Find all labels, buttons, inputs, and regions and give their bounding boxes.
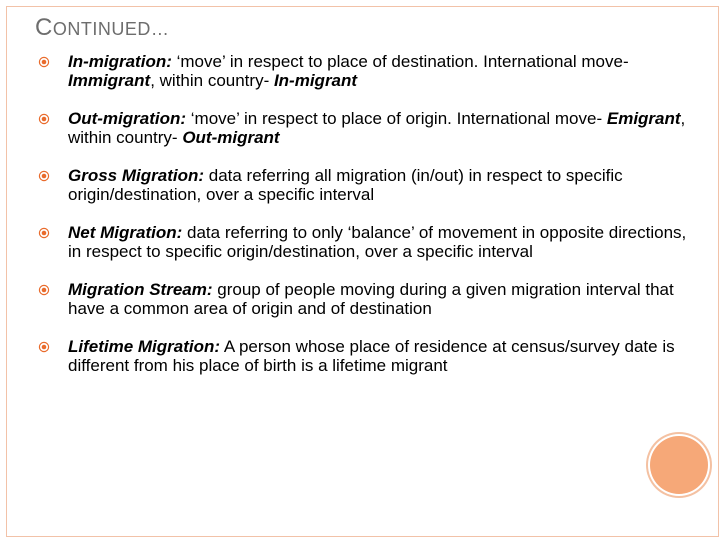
bullet-item — [38, 166, 703, 204]
bullet-text: ‘move’ in respect to place of destination. International move- — [171, 52, 629, 71]
bullet-icon — [38, 109, 56, 128]
bullet-item — [38, 223, 703, 261]
bullet-icon — [38, 52, 56, 71]
bullet-item — [38, 280, 703, 318]
bullet-text: , within country- — [68, 109, 686, 147]
bullet-text: A person whose place of residence at census/survey date is different from his place of birth is a lifetime migrant — [68, 337, 675, 375]
title-rest: ONTINUED… — [52, 19, 170, 39]
bullet-text: data referring to only ‘balance’ of movement in opposite directions, in respect to specific origin/destination, over a specific interval — [68, 223, 687, 261]
bullet-term: Migration Stream: — [68, 280, 213, 299]
bullet-item — [38, 52, 703, 90]
bullet-emphasis: Emigrant — [606, 109, 681, 128]
bullet-text: group of people moving during a given migration interval that have a common area of origin and of destination — [68, 280, 674, 318]
bullet-term: Lifetime Migration: — [68, 337, 221, 356]
bullet-item — [38, 337, 703, 375]
bullet-emphasis: Out-migrant — [182, 128, 280, 147]
title-first-letter: C — [35, 14, 53, 41]
bullet-text: ‘move’ in respect to place of origin. International move- — [186, 109, 607, 128]
bullet-item — [38, 109, 703, 147]
bullet-term: Gross Migration: — [68, 166, 205, 185]
bullet-icon — [38, 223, 56, 242]
bullet-icon — [38, 166, 56, 185]
bullet-icon — [38, 337, 56, 356]
bullet-term: In-migration: — [68, 52, 172, 71]
bullet-list — [38, 52, 703, 394]
bullet-emphasis: In-migrant — [273, 71, 358, 90]
bullet-emphasis: Immigrant — [68, 71, 151, 90]
bullet-text: , within country- — [150, 71, 274, 90]
bullet-icon — [38, 280, 56, 299]
circle-decoration — [650, 436, 708, 494]
bullet-term: Out-migration: — [68, 109, 187, 128]
bullet-term: Net Migration: — [68, 223, 183, 242]
bullet-text: data referring all migration (in/out) in respect to specific origin/destination, over a specific interval — [68, 166, 623, 204]
slide-title — [35, 8, 169, 48]
